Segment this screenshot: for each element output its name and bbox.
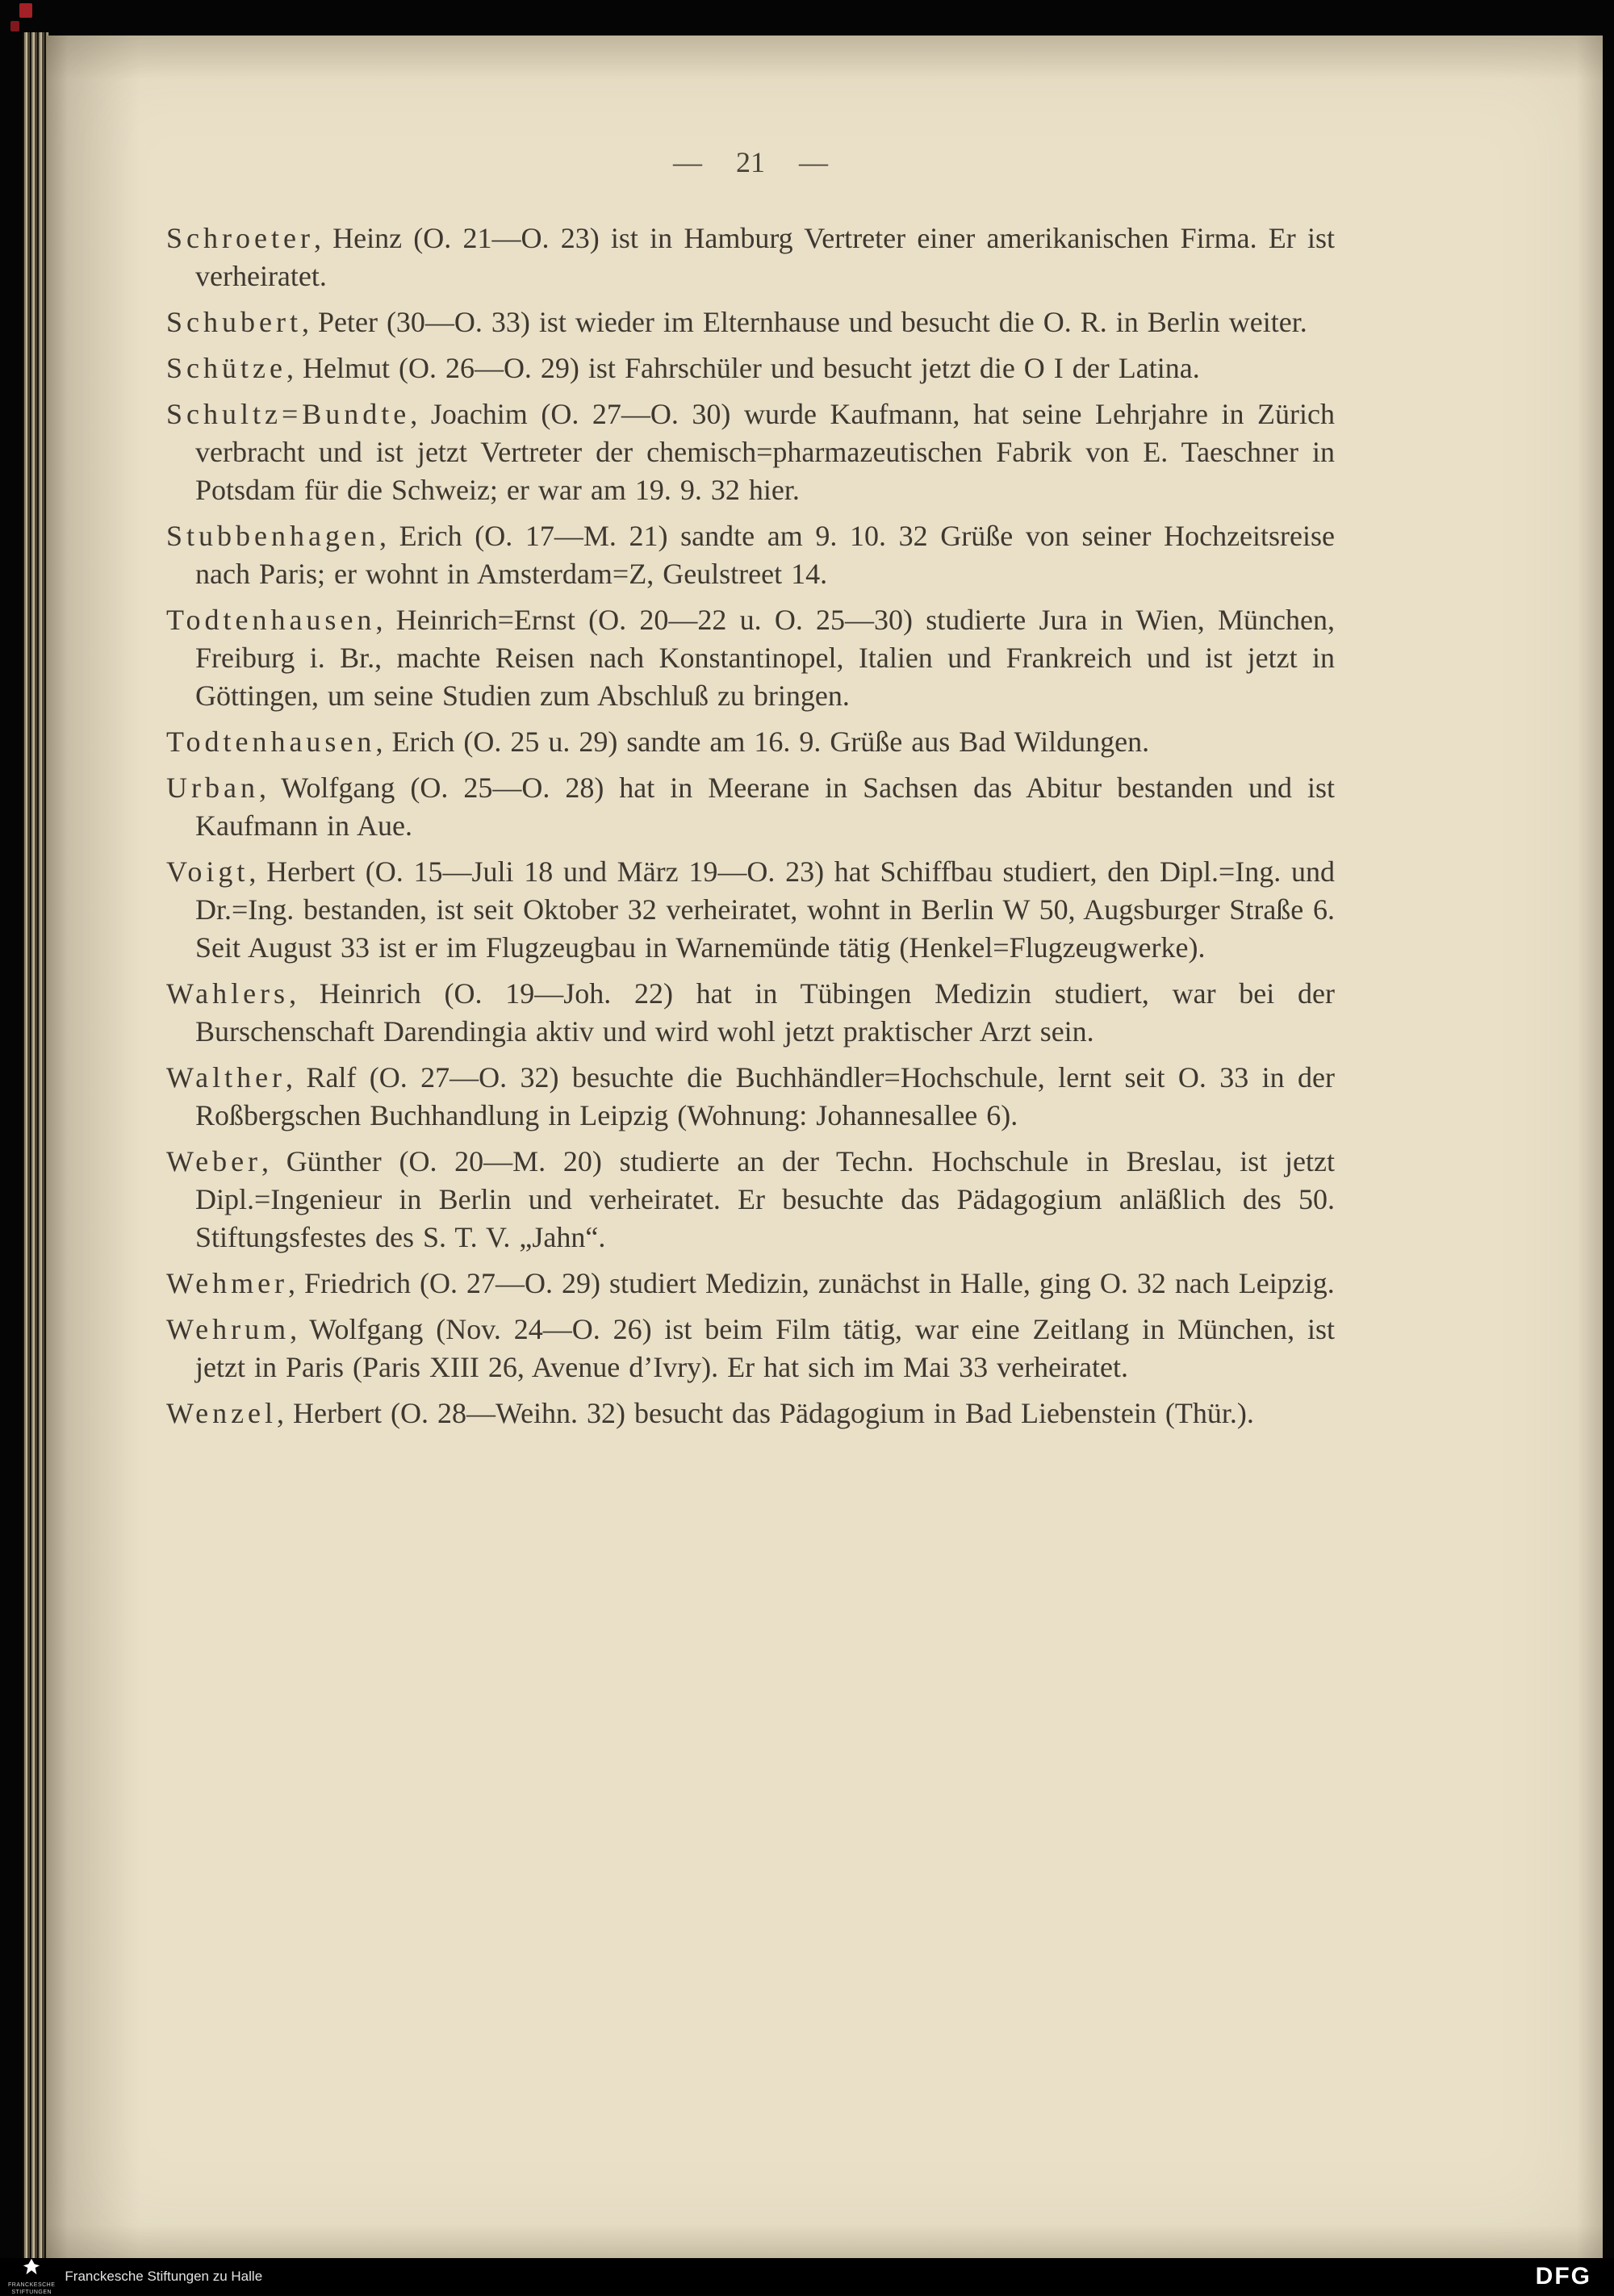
footer-left-group bbox=[8, 2258, 262, 2296]
register-entry bbox=[166, 723, 1335, 761]
entry-name: Todtenhausen bbox=[166, 604, 376, 636]
register-entry bbox=[166, 349, 1335, 387]
entry-name: Walther bbox=[166, 1061, 286, 1094]
register-entry bbox=[166, 853, 1335, 967]
franckesche-stiftungen-logo-icon bbox=[22, 2258, 41, 2281]
viewer-footer-bar bbox=[0, 2258, 1614, 2295]
entry-name: Schroeter bbox=[166, 222, 314, 254]
entry-name: Wehmer bbox=[166, 1267, 289, 1299]
page-number-dash-left: — bbox=[673, 146, 702, 178]
entry-text: , Friedrich (O. 27—O. 29) studiert Medizin, zunächst in Halle, ging O. 32 nach Leipzig. bbox=[288, 1267, 1335, 1299]
entry-name: Schubert bbox=[166, 306, 302, 338]
page-text-block bbox=[166, 145, 1335, 1441]
entry-name: Voigt bbox=[166, 855, 249, 888]
entry-name: Wenzel bbox=[166, 1397, 278, 1429]
register-entry bbox=[166, 1143, 1335, 1257]
register-entry bbox=[166, 303, 1335, 341]
logo-caption-line-2: STIFTUNGEN bbox=[11, 2289, 52, 2295]
entry-text: , Heinz (O. 21—O. 23) ist in Hamburg Vertreter einer amerikanischen Firma. Er ist verheiratet. bbox=[195, 222, 1335, 292]
register-entry bbox=[166, 1311, 1335, 1386]
register-entry bbox=[166, 769, 1335, 845]
institution-name: Franckesche Stiftungen zu Halle bbox=[65, 2269, 263, 2284]
register-entry bbox=[166, 1395, 1335, 1432]
register-entry bbox=[166, 1059, 1335, 1135]
entry-name: Stubbenhagen bbox=[166, 520, 379, 552]
register-entry bbox=[166, 220, 1335, 295]
entry-text: , Peter (30—O. 33) ist wieder im Elternhause und besucht die O. R. in Berlin weiter. bbox=[301, 306, 1307, 338]
entry-text: , Wolfgang (O. 25—O. 28) hat in Meerane in Sachsen das Abitur bestanden und ist Kaufmann in Aue. bbox=[195, 772, 1335, 842]
register-entry bbox=[166, 601, 1335, 715]
entry-text: , Helmut (O. 26—O. 29) ist Fahrschüler und besucht jetzt die O I der Latina. bbox=[286, 352, 1200, 384]
entry-text: , Günther (O. 20—M. 20) studierte an der Techn. Hochschule in Breslau, ist jetzt Dipl.=Ingenieur in Berlin und verheiratet. Er besuchte das Pädagogium anläßlich des 50. Stiftungsfestes des S. T. V. „Jahn“. bbox=[195, 1145, 1335, 1253]
entry-name: Wahlers bbox=[166, 977, 290, 1010]
register-entry bbox=[166, 1265, 1335, 1303]
entry-name: Schultz=Bundte bbox=[166, 398, 411, 430]
entry-name: Todtenhausen bbox=[166, 726, 376, 758]
entry-text: , Heinrich=Ernst (O. 20—22 u. O. 25—30) studierte Jura in Wien, München, Freiburg i. Br., machte Reisen nach Konstantinopel, Italien und Frankreich und ist jetzt in Göttingen, um seine Studien zum Abschluß zu bringen. bbox=[195, 604, 1335, 712]
entry-text: , Heinrich (O. 19—Joh. 22) hat in Tübingen Medizin studiert, war bei der Burschenschaft Darendingia aktiv und wird wohl jetzt praktischer Arzt sein. bbox=[195, 977, 1335, 1048]
book-headband-speck bbox=[19, 3, 32, 18]
entry-name: Weber bbox=[166, 1145, 262, 1177]
franckesche-stiftungen-logo bbox=[8, 2258, 55, 2296]
page-number-value: 21 bbox=[736, 146, 765, 178]
page-number bbox=[166, 145, 1335, 179]
entry-text: , Erich (O. 17—M. 21) sandte am 9. 10. 32 Grüße von seiner Hochzeitsreise nach Paris; er wohnt in Amsterdam=Z, Geulstreet 14. bbox=[195, 520, 1335, 590]
logo-caption-line-1: FRANCKESCHE bbox=[8, 2281, 56, 2288]
entry-name: Urban bbox=[166, 772, 259, 804]
entry-text: , Wolfgang (Nov. 24—O. 26) ist beim Film tätig, war eine Zeitlang in München, ist jetzt in Paris (Paris XIII 26, Avenue d’Ivry). Er hat sich im Mai 33 verheiratet. bbox=[195, 1313, 1335, 1383]
scanned-book-page bbox=[47, 36, 1603, 2261]
entry-text: , Herbert (O. 28—Weihn. 32) besucht das Pädagogium in Bad Liebenstein (Thür.). bbox=[277, 1397, 1254, 1429]
entry-name: Wehrum bbox=[166, 1313, 291, 1345]
register-entry bbox=[166, 517, 1335, 593]
entry-name: Schütze bbox=[166, 352, 286, 384]
entry-text: , Ralf (O. 27—O. 32) besuchte die Buchhändler=Hochschule, lernt seit O. 33 in der Roßbergschen Buchhandlung in Leipzig (Wohnung: Johannesallee 6). bbox=[195, 1061, 1335, 1131]
register-entry bbox=[166, 975, 1335, 1051]
page-number-dash-right: — bbox=[799, 146, 828, 178]
book-headband-speck bbox=[10, 21, 19, 31]
entry-text: , Joachim (O. 27—O. 30) wurde Kaufmann, hat seine Lehrjahre in Zürich verbracht und ist jetzt Vertreter der chemisch=pharmazeutischen Fabrik von E. Taeschner in Potsdam für die Schweiz; er war am 19. 9. 32 hier. bbox=[195, 398, 1335, 506]
entry-text: , Erich (O. 25 u. 29) sandte am 16. 9. Grüße aus Bad Wildungen. bbox=[375, 726, 1150, 758]
dfg-logo: DFG bbox=[1535, 2263, 1591, 2290]
entry-text: , Herbert (O. 15—Juli 18 und März 19—O. 23) hat Schiffbau studiert, den Dipl.=Ing. und Dr.=Ing. bestanden, ist seit Oktober 32 verheiratet, wohnt in Berlin W 50, Augsburger Straße 6. Seit August 33 ist er im Flugzeugbau in Warnemünde tätig (Henkel=Flugzeugwerke). bbox=[195, 855, 1335, 964]
book-page-edges bbox=[23, 32, 48, 2261]
register-entry bbox=[166, 395, 1335, 509]
